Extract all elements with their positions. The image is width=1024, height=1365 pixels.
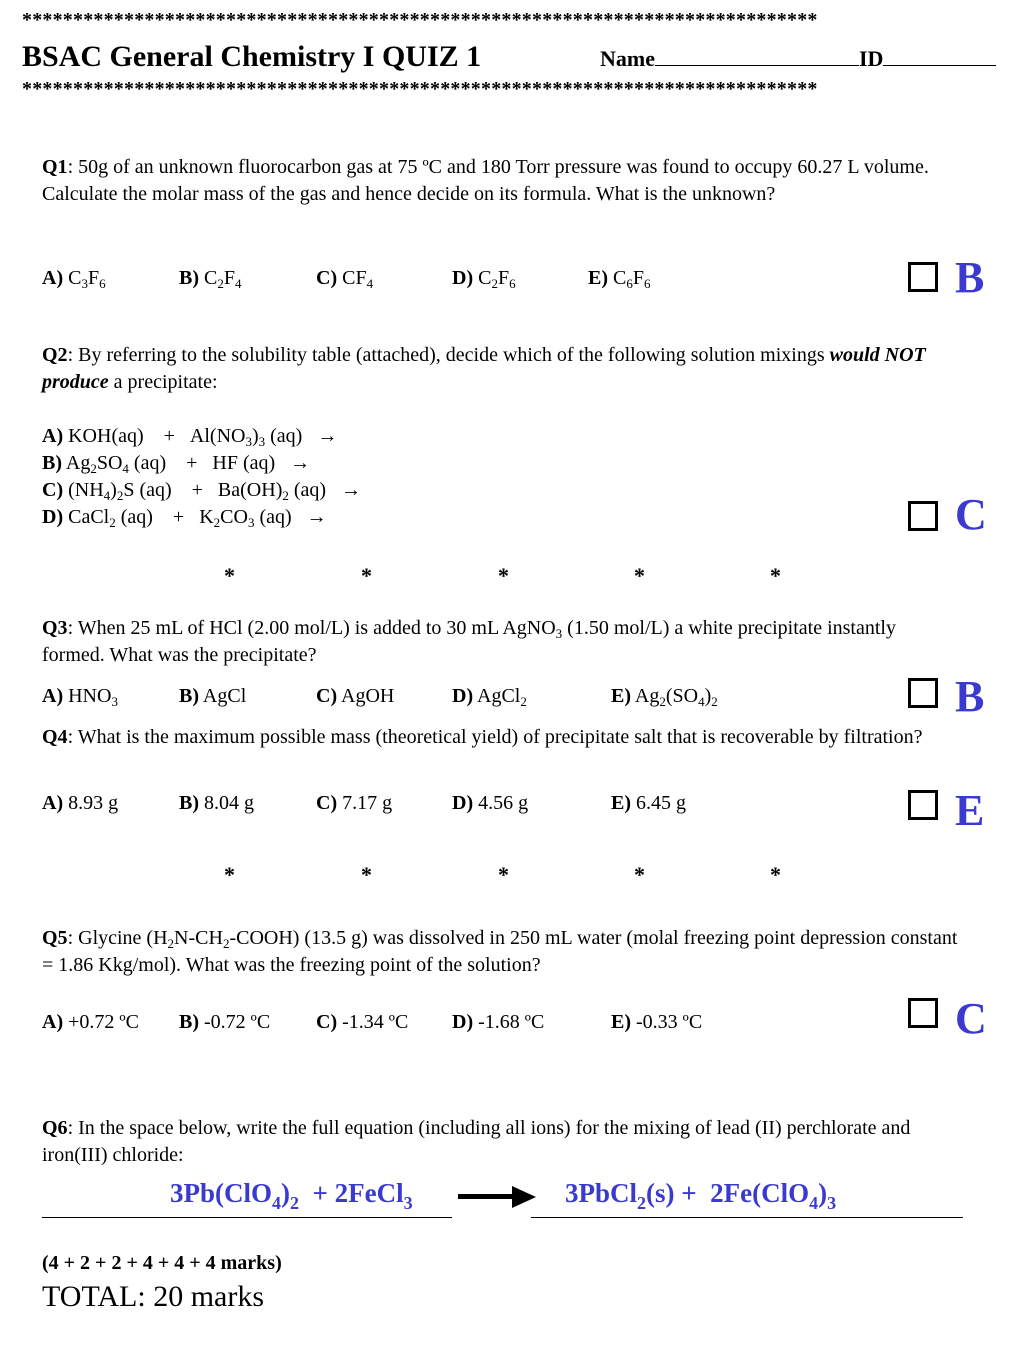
separator-star: *	[498, 862, 509, 887]
marks-breakdown: (4 + 2 + 2 + 4 + 4 + 4 marks)	[42, 1252, 282, 1274]
q5-option-a: A) +0.72 ºC	[42, 1011, 139, 1033]
q4-answer: E	[955, 786, 985, 835]
q4-text: : What is the maximum possible mass (theoretical yield) of precipitate salt that is recoverable by filtration?	[67, 726, 923, 748]
separator-star: *	[634, 563, 645, 588]
separator-star: *	[224, 862, 235, 887]
q1-answer: B	[955, 253, 985, 302]
q4-option-d: D) 4.56 g	[452, 792, 529, 814]
arrow-head-icon	[512, 1186, 536, 1208]
header-stars-bottom: ******************************************************************************	[22, 79, 818, 99]
q1-option-e: E) $C_6F_6$	[588, 267, 651, 291]
q4-option-c: C) 7.17 g	[316, 792, 393, 814]
question-5: Q5: Glycine $(H_2N-CH_2-COOH)$ (13.5 g) was dissolved in 250 mL water (molal freezing point depression constant = 1.86 Kkg/mol). What was the freezing point of the solution?	[42, 927, 958, 976]
q3-option-c: C) AgOH	[316, 685, 395, 707]
question-3: Q3: When 25 mL of HCl (2.00 mol/L) is added to 30 mL AgNO$_3$ (1.50 mol/L) a white precipitate instantly formed. What was the precipitate?	[42, 617, 896, 666]
q1-option-b: B) $C_2F_4$	[179, 267, 242, 291]
q5-answer: C	[955, 994, 987, 1043]
q3-label: Q3	[42, 617, 68, 639]
name-id-line	[600, 46, 996, 72]
q2-option-c: C) $(NH_4)_2S$ (aq) + $Ba(OH)_2$ (aq) →	[42, 479, 362, 503]
q1-label: Q1	[42, 156, 68, 178]
q1-option-d: D) $C_2F_6$	[452, 267, 516, 291]
q6-products: 3PbCl$_2$(s) + $2Fe(ClO_4)_3$	[565, 1178, 837, 1213]
separator-star: *	[361, 862, 372, 887]
q4-option-a: A) 8.93 g	[42, 792, 119, 814]
question-4	[42, 724, 962, 751]
separator-star: *	[498, 563, 509, 588]
q3-option-d: D) AgCl$_2$	[452, 685, 527, 709]
q6-reactants: $3Pb(ClO_4)_2$ + 2FeCl$_3$	[170, 1178, 413, 1213]
q5-option-b: B) -0.72 ºC	[179, 1011, 271, 1033]
separator-star: *	[361, 563, 372, 588]
question-6	[42, 1115, 962, 1169]
q3-option-b: B) AgCl	[179, 685, 247, 707]
name-label: Name	[600, 46, 655, 71]
q5-answer-box[interactable]	[908, 998, 938, 1028]
q1-text: : 50g of an unknown fluorocarbon gas at 75 ºC and 180 Torr pressure was found to occupy 60.27 L volume. Calculate the molar mass of the gas and hence decide on its formula. What is the unknown?	[42, 156, 929, 205]
header-stars-top: ******************************************************************************	[22, 10, 818, 30]
q5-option-e: E) -0.33 ºC	[611, 1011, 703, 1033]
q2-option-d: D) CaCl$_2$ (aq) + $K_2CO_3$ (aq) →	[42, 506, 327, 530]
q1-option-c: C) $CF_4$	[316, 267, 374, 291]
q4-option-b: B) 8.04 g	[179, 792, 254, 814]
total-marks: TOTAL: 20 marks	[42, 1280, 265, 1313]
q2-answer: C	[955, 490, 987, 539]
q1-answer-box[interactable]	[908, 262, 938, 292]
name-field[interactable]	[655, 49, 859, 66]
q2-label: Q2	[42, 344, 68, 366]
question-2: Q2: By referring to the solubility table (attached), decide which of the following solution mixings would NOT produce a precipitate:	[42, 344, 926, 393]
separator-star: *	[634, 862, 645, 887]
q1-option-a: A) $C_3F_6$	[42, 267, 106, 291]
q6-text: : In the space below, write the full equation (including all ions) for the mixing of lead (II) perchlorate and iron(III) chloride:	[42, 1117, 911, 1166]
question-1	[42, 154, 962, 208]
q3-answer-box[interactable]	[908, 678, 938, 708]
q5-option-d: D) -1.68 ºC	[452, 1011, 545, 1033]
id-field[interactable]	[883, 49, 996, 66]
q4-label: Q4	[42, 726, 68, 748]
answer-line-left	[42, 1217, 452, 1218]
page-title: BSAC General Chemistry I QUIZ 1	[22, 40, 482, 73]
q2-option-a: A) KOH(aq) + $Al(NO_3)_3$ (aq) →	[42, 425, 338, 449]
reaction-arrow-icon	[458, 1194, 516, 1199]
q2-option-b: B) $Ag_2SO_4$ (aq) + HF (aq) →	[42, 452, 311, 476]
q3-option-e: E) $Ag_2(SO_4)_2$	[611, 685, 718, 709]
q2-answer-box[interactable]	[908, 501, 938, 531]
q3-answer: B	[955, 672, 985, 721]
separator-star: *	[770, 563, 781, 588]
q4-answer-box[interactable]	[908, 790, 938, 820]
q4-option-e: E) 6.45 g	[611, 792, 686, 814]
q5-label: Q5	[42, 927, 68, 949]
answer-line-right	[531, 1217, 963, 1218]
q6-label: Q6	[42, 1117, 68, 1139]
q3-option-a: A) $HNO_3$	[42, 685, 118, 709]
separator-star: *	[770, 862, 781, 887]
separator-star: *	[224, 563, 235, 588]
q2-emphasis: would NOT produce	[42, 344, 926, 393]
q5-option-c: C) -1.34 ºC	[316, 1011, 409, 1033]
id-label: ID	[858, 46, 884, 71]
